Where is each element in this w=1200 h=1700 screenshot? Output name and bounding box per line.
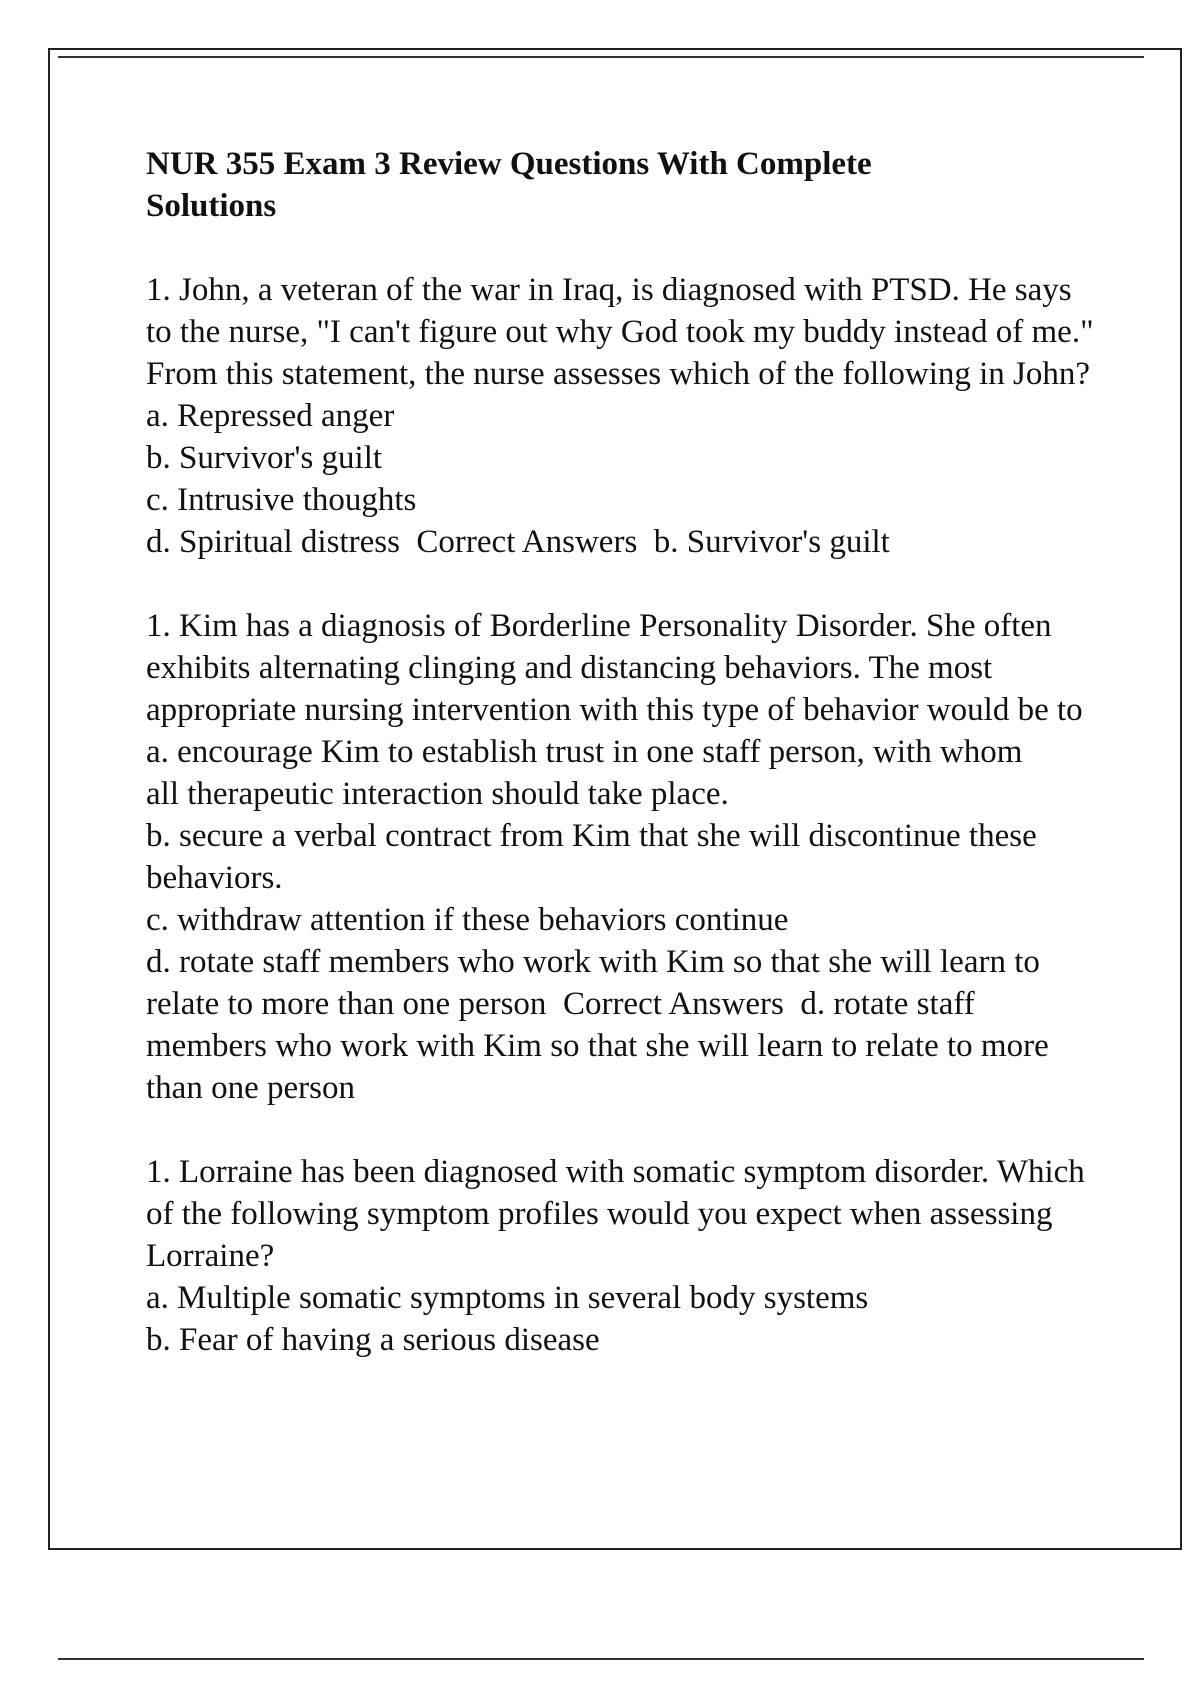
question-stem: 1. Lorraine has been diagnosed with somatic symptom disorder. Which of the following symptom profiles would you expect when assessing Lorraine? xyxy=(146,1154,1085,1274)
correct-answer: b. Survivor's guilt xyxy=(653,524,890,560)
question-3 xyxy=(146,1151,1106,1361)
correct-answers-label: Correct Answers xyxy=(562,986,784,1022)
document-body xyxy=(146,143,1106,1361)
answer-option: c. Intrusive thoughts xyxy=(146,482,417,518)
answer-option: b. secure a verbal contract from Kim that she will discontinue these behaviors. xyxy=(146,818,1037,896)
question-stem: 1. Kim has a diagnosis of Borderline Personality Disorder. She often exhibits alternating clinging and distancing behaviors. The most appropriate nursing intervention with this type of behavior would be to xyxy=(146,608,1083,728)
answer-option: a. Repressed anger xyxy=(146,398,395,434)
question-2 xyxy=(146,605,1106,1109)
answer-option: b. Fear of having a serious disease xyxy=(146,1322,600,1358)
answer-option: c. withdraw attention if these behaviors continue xyxy=(146,902,789,938)
answer-option: d. rotate staff members who work with Kim so that she will learn to relate to more than one person xyxy=(146,944,1040,1022)
answer-option: a. encourage Kim to establish trust in one staff person, with whom all therapeutic interaction should take place. xyxy=(146,734,1023,812)
page-title: NUR 355 Exam 3 Review Questions With Complete Solutions xyxy=(146,146,872,224)
top-rule xyxy=(58,56,1144,58)
correct-answers-label: Correct Answers xyxy=(416,524,638,560)
question-1 xyxy=(146,269,1106,563)
bottom-rule xyxy=(58,1658,1144,1660)
answer-option: d. Spiritual distress xyxy=(146,524,400,560)
correct-answer: d. rotate staff members who work with Kim so that she will learn to relate to more than one person xyxy=(146,986,1049,1106)
answer-option-with-answer xyxy=(146,941,1086,1109)
question-stem: 1. John, a veteran of the war in Iraq, is diagnosed with PTSD. He says to the nurse, "I can't figure out why God took my buddy instead of me." From this statement, the nurse assesses which of the following in John? xyxy=(146,272,1094,392)
answer-option: b. Survivor's guilt xyxy=(146,440,383,476)
answer-option: a. Multiple somatic symptoms in several body systems xyxy=(146,1280,869,1316)
answer-option-with-answer xyxy=(146,521,1106,563)
